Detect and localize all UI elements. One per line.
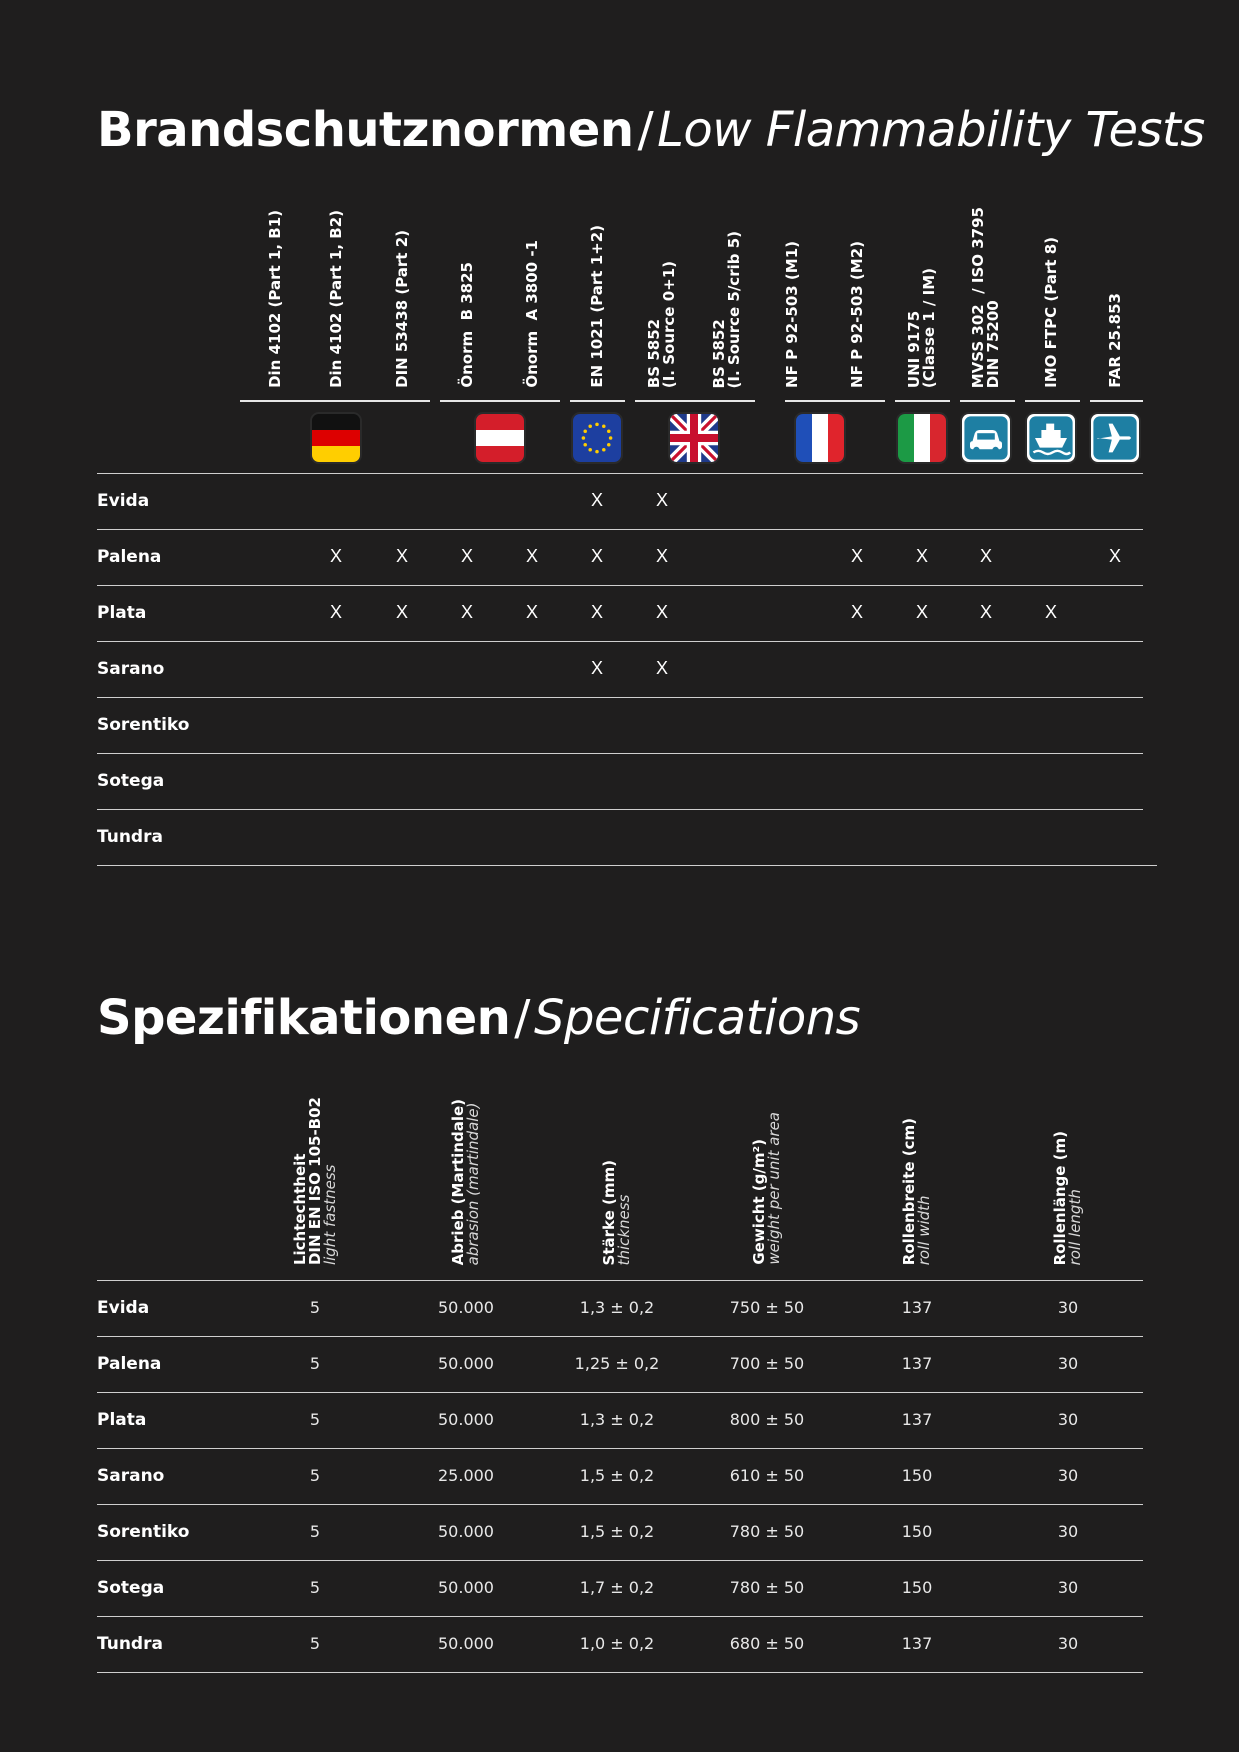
- column-header-label: Rollenlänge (m): [1051, 1130, 1069, 1265]
- column-group-rule: [310, 400, 375, 402]
- specs-title: [97, 990, 860, 1046]
- compliance-mark: X: [1044, 602, 1057, 622]
- column-header: Önorm A 3800 -1: [522, 240, 541, 388]
- column-header-sublabel: roll width: [915, 1195, 933, 1265]
- compliance-mark: X: [979, 546, 992, 566]
- row-divider: [97, 1616, 1143, 1617]
- compliance-mark: X: [329, 546, 342, 566]
- column-group-rule: [570, 400, 625, 402]
- column-header: [902, 1118, 932, 1265]
- compliance-mark: X: [655, 490, 668, 510]
- column-header: [1053, 1131, 1083, 1265]
- row-divider: [97, 1392, 1143, 1393]
- table-cell: 5: [309, 1410, 321, 1429]
- row-divider: [97, 865, 1157, 866]
- column-header-sublabel: abrasion (martindale): [464, 1102, 482, 1265]
- table-cell: 750 ± 50: [729, 1298, 805, 1317]
- compliance-mark: X: [850, 602, 863, 622]
- table-cell: 150: [901, 1578, 933, 1597]
- table-cell: 30: [1057, 1410, 1079, 1429]
- compliance-mark: X: [590, 602, 603, 622]
- title-separator: /: [637, 102, 654, 158]
- row-divider: [97, 529, 1143, 530]
- table-cell: 5: [309, 1466, 321, 1485]
- compliance-mark: X: [525, 602, 538, 622]
- row-label: Tundra: [97, 1634, 163, 1654]
- table-cell: 30: [1057, 1354, 1079, 1373]
- column-header: [290, 1096, 339, 1265]
- compliance-mark: X: [329, 602, 342, 622]
- table-cell: 5: [309, 1354, 321, 1373]
- column-header-label: Rollenbreite (cm): [900, 1117, 918, 1265]
- compliance-mark: X: [850, 546, 863, 566]
- compliance-mark: X: [460, 602, 473, 622]
- row-label: Sotega: [97, 1578, 165, 1598]
- row-divider: [97, 809, 1143, 810]
- table-cell: 5: [309, 1298, 321, 1317]
- row-divider: [97, 1672, 1143, 1673]
- ship-icon: [1025, 412, 1077, 464]
- column-header: [602, 1160, 632, 1265]
- table-cell: 780 ± 50: [729, 1522, 805, 1541]
- row-divider: [97, 1280, 1143, 1281]
- flammability-title: [97, 102, 1205, 158]
- table-cell: 5: [309, 1578, 321, 1597]
- column-group-rule: [635, 400, 755, 402]
- column-header: Din 4102 (Part 1, B1): [265, 210, 284, 388]
- compliance-mark: X: [590, 658, 603, 678]
- row-label: Palena: [97, 1354, 162, 1374]
- uk-flag-icon: [668, 412, 720, 464]
- table-cell: 150: [901, 1522, 933, 1541]
- compliance-mark: X: [590, 546, 603, 566]
- compliance-mark: X: [395, 546, 408, 566]
- compliance-mark: X: [915, 546, 928, 566]
- table-cell: 137: [901, 1634, 933, 1653]
- table-cell: 1,0 ± 0,2: [579, 1634, 655, 1653]
- column-group-rule: [440, 400, 505, 402]
- row-label: Plata: [97, 603, 147, 623]
- france-flag-icon: [794, 412, 846, 464]
- table-cell: 50.000: [438, 1298, 494, 1317]
- column-header: UNI 9175 (Classe 1 / IM): [905, 267, 938, 388]
- row-label: Sotega: [97, 771, 165, 791]
- table-cell: 1,3 ± 0,2: [579, 1410, 655, 1429]
- row-label: Evida: [97, 1298, 150, 1318]
- row-divider: [97, 1560, 1143, 1561]
- specs-title-en: Specifications: [533, 990, 861, 1046]
- column-header: DIN 53438 (Part 2): [392, 230, 411, 388]
- table-cell: 1,5 ± 0,2: [579, 1522, 655, 1541]
- row-divider: [97, 1504, 1143, 1505]
- column-header: NF P 92-503 (M1): [782, 241, 801, 388]
- column-header-sublabel: light fastness: [320, 1164, 339, 1265]
- table-cell: 680 ± 50: [729, 1634, 805, 1653]
- row-divider: [97, 1448, 1143, 1449]
- row-label: Tundra: [97, 827, 163, 847]
- compliance-mark: X: [655, 602, 668, 622]
- table-cell: 5: [309, 1522, 321, 1541]
- title-separator: /: [514, 990, 530, 1046]
- compliance-mark: X: [590, 490, 603, 510]
- row-label: Sorentiko: [97, 1522, 190, 1542]
- table-cell: 30: [1057, 1634, 1079, 1653]
- row-label: Palena: [97, 547, 162, 567]
- table-cell: 25.000: [438, 1466, 494, 1485]
- column-group-rule: [1090, 400, 1143, 402]
- compliance-mark: X: [1108, 546, 1121, 566]
- column-group-rule: [505, 400, 560, 402]
- compliance-mark: X: [525, 546, 538, 566]
- table-cell: 610 ± 50: [729, 1466, 805, 1485]
- table-cell: 30: [1057, 1298, 1079, 1317]
- table-cell: 5: [309, 1634, 321, 1653]
- column-header: Önorm B 3825: [457, 262, 476, 388]
- table-cell: 1,25 ± 0,2: [574, 1354, 660, 1373]
- table-cell: 780 ± 50: [729, 1578, 805, 1597]
- compliance-mark: X: [655, 546, 668, 566]
- column-header: Din 4102 (Part 1, B2): [326, 210, 345, 388]
- row-divider: [97, 641, 1143, 642]
- column-group-rule: [960, 400, 1015, 402]
- table-cell: 700 ± 50: [729, 1354, 805, 1373]
- column-group-rule: [1025, 400, 1080, 402]
- row-label: Sorentiko: [97, 715, 190, 735]
- column-header-label: Gewicht (g/m²): [750, 1139, 768, 1265]
- table-cell: 30: [1057, 1522, 1079, 1541]
- flammability-title-de: Brandschutznormen: [97, 102, 634, 158]
- table-cell: 30: [1057, 1466, 1079, 1485]
- compliance-mark: X: [915, 602, 928, 622]
- table-cell: 1,5 ± 0,2: [579, 1466, 655, 1485]
- flammability-title-en: Low Flammability Tests: [657, 102, 1205, 158]
- column-header: EN 1021 (Part 1+2): [587, 225, 606, 388]
- row-divider: [97, 473, 1143, 474]
- column-header: [451, 1099, 481, 1265]
- row-label: Sarano: [97, 1466, 165, 1486]
- table-cell: 50.000: [438, 1634, 494, 1653]
- compliance-mark: X: [395, 602, 408, 622]
- austria-flag-icon: [474, 412, 526, 464]
- row-divider: [97, 753, 1143, 754]
- column-group-rule: [240, 400, 310, 402]
- column-header-label: Stärke (mm): [600, 1159, 618, 1265]
- column-group-rule: [375, 400, 430, 402]
- table-cell: 50.000: [438, 1578, 494, 1597]
- table-cell: 137: [901, 1410, 933, 1429]
- column-header: IMO FTPC (Part 8): [1041, 237, 1060, 388]
- row-divider: [97, 1336, 1143, 1337]
- table-cell: 150: [901, 1466, 933, 1485]
- car-icon: [960, 412, 1012, 464]
- column-header-label: Abrieb (Martindale): [449, 1098, 467, 1265]
- table-cell: 1,7 ± 0,2: [579, 1578, 655, 1597]
- table-cell: 800 ± 50: [729, 1410, 805, 1429]
- column-group-rule: [895, 400, 950, 402]
- row-label: Evida: [97, 491, 150, 511]
- table-cell: 137: [901, 1354, 933, 1373]
- table-cell: 30: [1057, 1578, 1079, 1597]
- airplane-icon: [1089, 412, 1141, 464]
- germany-flag-icon: [310, 412, 362, 464]
- column-header: BS 5852 (I. Source 0+1): [645, 260, 678, 388]
- table-cell: 50.000: [438, 1522, 494, 1541]
- compliance-mark: X: [655, 658, 668, 678]
- compliance-mark: X: [460, 546, 473, 566]
- column-header-sublabel: thickness: [615, 1194, 633, 1265]
- column-header: NF P 92-503 (M2): [847, 241, 866, 388]
- column-header: [752, 1112, 782, 1265]
- column-header-sublabel: weight per unit area: [765, 1112, 783, 1265]
- specs-title-de: Spezifikationen: [97, 990, 511, 1046]
- eu-flag-icon: [571, 412, 623, 464]
- italy-flag-icon: [896, 412, 948, 464]
- table-cell: 1,3 ± 0,2: [579, 1298, 655, 1317]
- row-divider: [97, 585, 1143, 586]
- column-header: BS 5852 (I. Source 5/crib 5): [710, 230, 743, 388]
- table-cell: 137: [901, 1298, 933, 1317]
- compliance-mark: X: [979, 602, 992, 622]
- table-cell: 50.000: [438, 1410, 494, 1429]
- column-group-rule: [785, 400, 885, 402]
- column-header: FAR 25.853: [1105, 293, 1124, 388]
- column-header: MVSS 302 / ISO 3795 DIN 75200: [969, 206, 1002, 388]
- column-header-sublabel: roll length: [1066, 1188, 1084, 1265]
- column-header-label: Lichtechtheit DIN EN ISO 105-B02: [290, 1096, 324, 1265]
- table-cell: 50.000: [438, 1354, 494, 1373]
- row-label: Sarano: [97, 659, 165, 679]
- row-divider: [97, 697, 1143, 698]
- row-label: Plata: [97, 1410, 147, 1430]
